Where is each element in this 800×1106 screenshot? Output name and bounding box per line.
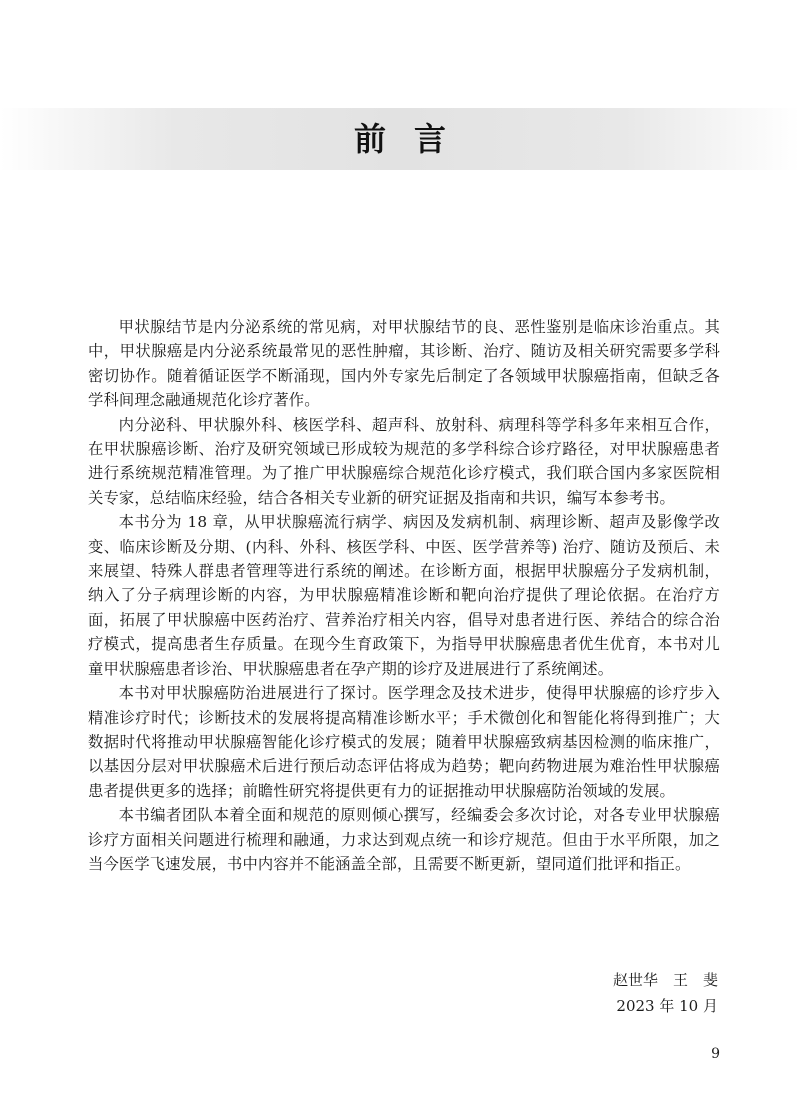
paragraph-1: 甲状腺结节是内分泌系统的常见病，对甲状腺结节的良、恶性鉴别是临床诊治重点。其中，甲状腺癌是内分泌系统最常见的恶性肿瘤，其诊断、治疗、随访及相关研究需要多学科密切协作。随着循证医学不断涌现，国内外专家先后制定了各领域甲状腺癌指南，但缺乏各学科间理念融通规范化诊疗著作。 <box>88 318 720 410</box>
paragraph-2: 内分泌科、甲状腺外科、核医学科、超声科、放射科、病理科等学科多年来相互合作，在甲状腺癌诊断、治疗及研究领域已形成较为规范的多学科综合诊疗路径，对甲状腺癌患者进行系统规范精准管理。为了推广甲状腺癌综合规范化诊疗模式，我们联合国内多家医院相关专家，总结临床经验，结合各相关专业新的研究证据及指南和共识，编写本参考书。 <box>88 415 720 507</box>
page-number: 9 <box>711 1046 720 1062</box>
signature-date: 2023 年 10 月 <box>616 997 718 1015</box>
signature <box>613 967 718 1019</box>
paragraph-4: 本书对甲状腺癌防治进展进行了探讨。医学理念及技术进步，使得甲状腺癌的诊疗步入精准诊疗时代；诊断技术的发展将提高精准诊断水平；手术微创化和智能化将得到推广；大数据时代将推动甲状腺癌智能化诊疗模式的发展；随着甲状腺癌致病基因检测的临床推广，以基因分层对甲状腺癌术后进行预后动态评估将成为趋势；靶向药物进展为难治性甲状腺癌患者提供更多的选择；前瞻性研究将提供更有力的证据推动甲状腺癌防治领域的发展。 <box>88 684 720 800</box>
body-text <box>88 315 720 876</box>
page-title: 前言 <box>353 120 474 158</box>
paragraph-3: 本书分为 18 章，从甲状腺癌流行病学、病因及发病机制、病理诊断、超声及影像学改变、临床诊断及分期、(内科、外科、核医学科、中医、医学营养等) 治疗、随访及预后、未来展望、特殊人群患者管理等进行系统的阐述。在诊断方面，根据甲状腺癌分子发病机制，纳入了分子病理诊断的内容，为甲状腺癌精准诊断和靶向治疗提供了理论依据。在治疗方面，拓展了甲状腺癌中医药治疗、营养治疗相关内容，倡导对患者进行医、养结合的综合治疗模式，提高患者生存质量。在现今生育政策下，为指导甲状腺癌患者优生优育，本书对儿童甲状腺癌患者诊治、甲状腺癌患者在孕产期的诊疗及进展进行了系统阐述。 <box>88 513 720 678</box>
paragraph-5: 本书编者团队本着全面和规范的原则倾心撰写，经编委会多次讨论，对各专业甲状腺癌诊疗方面相关问题进行梳理和融通，力求达到观点统一和诊疗规范。但由于水平所限，加之当今医学飞速发展，书中内容并不能涵盖全部，且需要不断更新，望同道们批评和指正。 <box>88 806 720 873</box>
signature-authors: 赵世华 王 斐 <box>612 971 718 989</box>
